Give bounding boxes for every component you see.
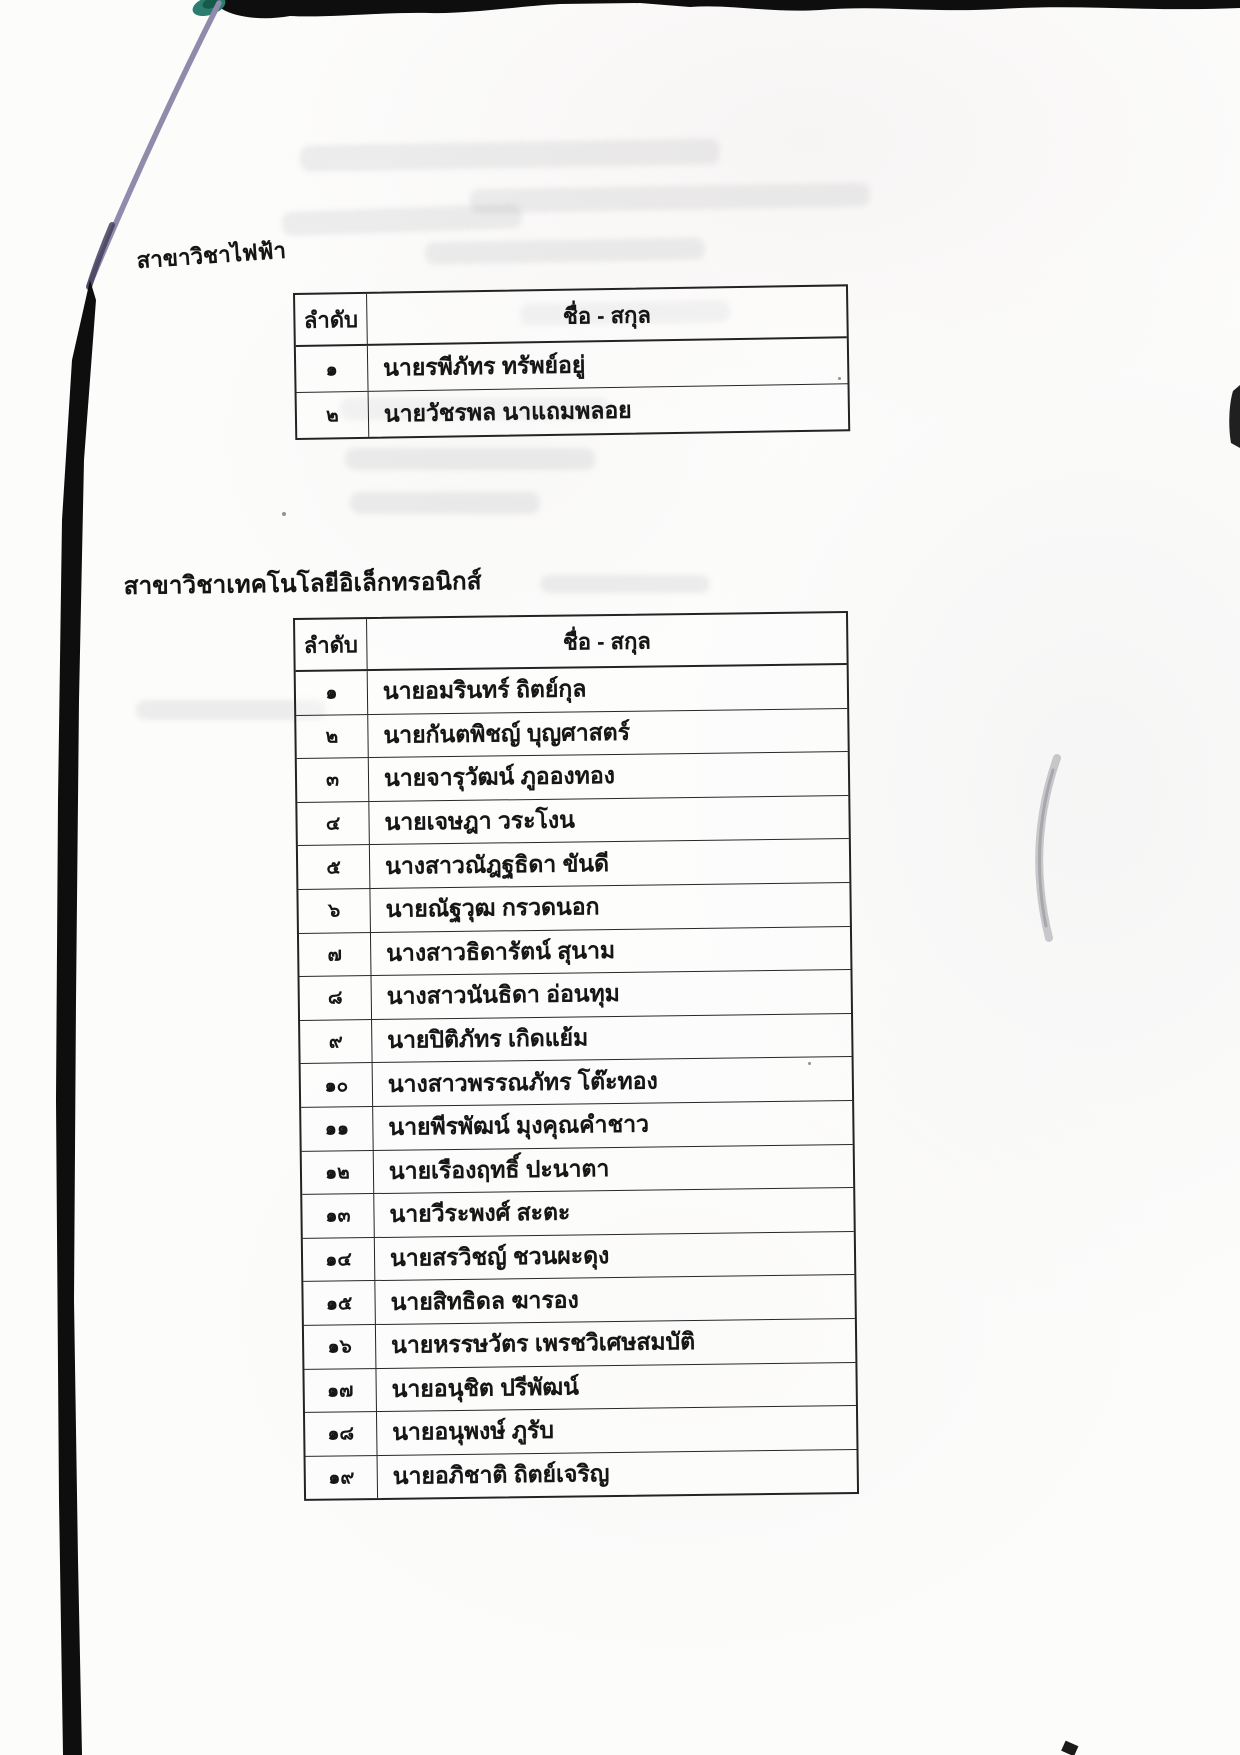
row-number: ๕ xyxy=(298,845,371,888)
row-number: ๓ xyxy=(297,758,370,801)
row-name: นายณัฐวุฒ กรวดนอก xyxy=(385,893,600,923)
column-header-name: ชื่อ - สกุล xyxy=(562,628,651,655)
table-row xyxy=(301,1101,853,1152)
row-name: นายวัชรพล นาแถมพลอย xyxy=(383,396,632,427)
column-header-no: ลำดับ xyxy=(295,294,368,345)
table-row xyxy=(303,1232,855,1283)
row-name: นายกันตพิชญ์ บุญศาสตร์ xyxy=(383,718,631,748)
corner-fold-line-dark xyxy=(89,225,112,287)
table-row xyxy=(300,970,852,1021)
tape-mark xyxy=(190,0,228,20)
dust-speck xyxy=(282,512,286,516)
row-name: นายอนุชิต ปรีพัฒน์ xyxy=(391,1373,580,1402)
row-number: ๑๐ xyxy=(301,1063,374,1106)
row-name: นางสาวณัฎฐธิดา ขันดี xyxy=(384,849,610,879)
bleed-through-smudge xyxy=(282,204,523,236)
table-row xyxy=(297,752,849,803)
row-name: นางสาวพรรณภัทร โต๊ะทอง xyxy=(387,1067,658,1097)
section-heading-electrical: สาขาวิชาไฟฟ้า xyxy=(135,237,287,274)
table-row xyxy=(297,796,849,847)
row-name: นายสิทธิดล ฆารอง xyxy=(390,1286,579,1315)
row-name: นายสรวิชญ์ ชวนผะดุง xyxy=(389,1242,610,1271)
bleed-through-smudge xyxy=(425,238,705,265)
bottom-right-mark xyxy=(1061,1741,1078,1755)
dust-speck xyxy=(808,1062,811,1065)
table-row xyxy=(296,665,848,716)
row-number: ๑ xyxy=(296,671,369,714)
table-row xyxy=(303,1275,855,1326)
scan-top-edge-shadow xyxy=(222,0,1240,18)
row-name: นางสาวนันธิดา อ่อนทุม xyxy=(386,980,621,1010)
table-row xyxy=(304,1362,856,1413)
row-name: นายจารุวัฒน์ ภูอองทอง xyxy=(383,762,616,792)
row-number: ๖ xyxy=(298,889,371,932)
scan-left-edge-shadow xyxy=(56,280,96,1755)
row-name: นางสาวธิดารัตน์ สุนาม xyxy=(386,936,616,966)
table-body xyxy=(296,665,857,1499)
table-row xyxy=(297,384,849,438)
row-name: นายปิติภัทร เกิดแย้ม xyxy=(387,1024,589,1053)
column-header-name: ชื่อ - สกุล xyxy=(562,301,652,329)
row-name: นายอนุพงษ์ ภูรับ xyxy=(392,1417,555,1446)
table-header-row xyxy=(295,286,847,347)
row-number: ๑๒ xyxy=(302,1151,375,1194)
row-number: ๑๔ xyxy=(303,1238,376,1281)
table-row xyxy=(301,1057,853,1108)
row-number: ๑๕ xyxy=(303,1281,376,1324)
row-number: ๒ xyxy=(297,392,370,438)
row-name: นายอภิชาติ ถิตย์เจริญ xyxy=(392,1460,610,1489)
table-row xyxy=(305,1406,857,1457)
bleed-through-smudge xyxy=(300,138,720,171)
row-number: ๑๗ xyxy=(304,1369,377,1412)
row-number: ๑๙ xyxy=(306,1456,379,1499)
table-row xyxy=(302,1188,854,1239)
row-number: ๑ xyxy=(296,346,369,392)
row-number: ๔ xyxy=(297,802,370,845)
row-number: ๑๘ xyxy=(305,1412,378,1455)
column-header-no: ลำดับ xyxy=(295,619,368,670)
table-electrical xyxy=(293,284,850,440)
row-name: นายอมรินทร์ ถิตย์กุล xyxy=(382,675,587,705)
table-row xyxy=(296,709,848,760)
bleed-through-smudge xyxy=(350,492,540,514)
row-number: ๙ xyxy=(300,1020,373,1063)
table-electronics-technology xyxy=(293,611,859,1501)
table-row xyxy=(306,1450,857,1500)
row-name: นายรพีภัทร ทรัพย์อยู่ xyxy=(382,350,586,381)
table-header-row xyxy=(295,613,847,672)
row-number: ๑๑ xyxy=(301,1107,374,1150)
table-row xyxy=(304,1319,856,1370)
bleed-through-smudge xyxy=(345,448,595,470)
table-body xyxy=(296,338,848,438)
row-name: นายหรรษวัตร เพรชวิเศษสมบัติ xyxy=(390,1328,696,1359)
row-number: ๗ xyxy=(299,933,372,976)
row-number: ๘ xyxy=(300,976,373,1019)
table-row xyxy=(300,1014,852,1065)
scan-right-edge-mark xyxy=(1229,385,1240,448)
page-curl-line xyxy=(1039,758,1057,938)
row-name: นายเจษฎา วระโงน xyxy=(384,806,576,835)
bleed-through-smudge xyxy=(540,575,710,593)
row-name: นายวีระพงศ์ สะตะ xyxy=(389,1198,571,1228)
row-name: นายพีรพัฒน์ มุงคุณคำชาว xyxy=(388,1110,650,1141)
table-row xyxy=(302,1145,854,1196)
row-number: ๑๖ xyxy=(304,1325,377,1368)
table-row xyxy=(299,927,851,978)
row-number: ๑๓ xyxy=(302,1194,375,1237)
section-heading-electronics-technology: สาขาวิชาเทคโนโลยีอิเล็กทรอนิกส์ xyxy=(123,568,482,601)
row-name: นายเรืองฤทธิ์ ปะนาตา xyxy=(388,1154,610,1184)
row-number: ๒ xyxy=(296,715,369,758)
table-row xyxy=(298,839,850,890)
bleed-through-smudge xyxy=(470,183,870,214)
table-row xyxy=(298,883,850,934)
page-curl-line-inner xyxy=(1039,770,1053,926)
dust-speck xyxy=(838,377,841,380)
